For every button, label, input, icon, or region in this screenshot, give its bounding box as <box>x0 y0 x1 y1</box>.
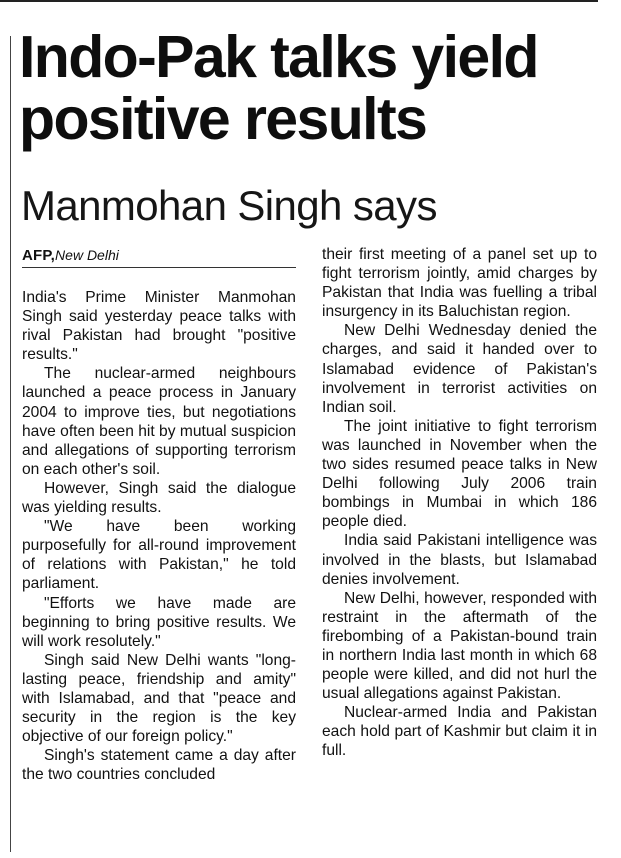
article-column-left <box>22 245 296 784</box>
paragraph: New Delhi Wednesday denied the charges, and said it handed over to Islamabad evidence of Pakistan's involvement in terrorist activities on Indian soil. <box>322 322 597 416</box>
article-column-right <box>322 245 597 761</box>
headline-line-1: Indo-Pak talks yield <box>19 24 538 90</box>
paragraph: "We have been working purposefully for all-round improvement of relations with Pakistan," he told parliament. <box>22 518 296 593</box>
byline-location: New Delhi <box>55 247 119 263</box>
paragraph: India said Pakistani intelligence was involved in the blasts, but Islamabad denies involvement. <box>322 532 597 588</box>
dateline <box>22 245 296 268</box>
byline-agency: AFP <box>22 247 51 264</box>
headline-line-2: positive results <box>19 86 427 152</box>
paragraph: New Delhi, however, responded with restraint in the aftermath of the firebombing of a Pakistan-bound train in northern India last month in which 68 people were killed, and did not hurl the usual allegations against Pakistan. <box>322 589 597 703</box>
paragraph: Singh said New Delhi wants "long-lasting peace, friendship and amity" with Islamabad, and that "peace and security in the region is the key objective of our foreign policy." <box>22 651 296 746</box>
headline <box>19 26 609 150</box>
paragraph: their first meeting of a panel set up to fight terrorism jointly, amid charges by Pakistan that India was fuelling a tribal insurgency in its Baluchistan region. <box>322 246 597 321</box>
paragraph: "Efforts we have made are beginning to bring positive results. We will work resolutely." <box>22 594 296 650</box>
paragraph: Singh's statement came a day after the two countries concluded <box>22 747 296 784</box>
subheadline: Manmohan Singh says <box>21 182 437 229</box>
paragraph: India's Prime Minister Manmohan Singh said yesterday peace talks with rival Pakistan had brought "positive results." <box>22 289 296 364</box>
paragraph: The joint initiative to fight terrorism was launched in November when the two sides resumed peace talks in New Delhi following July 2006 train bombings in Mumbai in which 186 people died. <box>322 417 597 531</box>
paragraph: Nuclear-armed India and Pakistan each hold part of Kashmir but claim it in full. <box>322 704 597 760</box>
paragraph: However, Singh said the dialogue was yielding results. <box>22 479 296 517</box>
left-border-rule <box>10 36 11 852</box>
top-border-rule <box>0 0 598 2</box>
paragraph: The nuclear-armed neighbours launched a peace process in January 2004 to improve ties, but negotiations have often been hit by mutual suspicion and allegations of supporting terrorism on each other's soil. <box>22 365 296 478</box>
byline-separator: , <box>50 247 56 264</box>
